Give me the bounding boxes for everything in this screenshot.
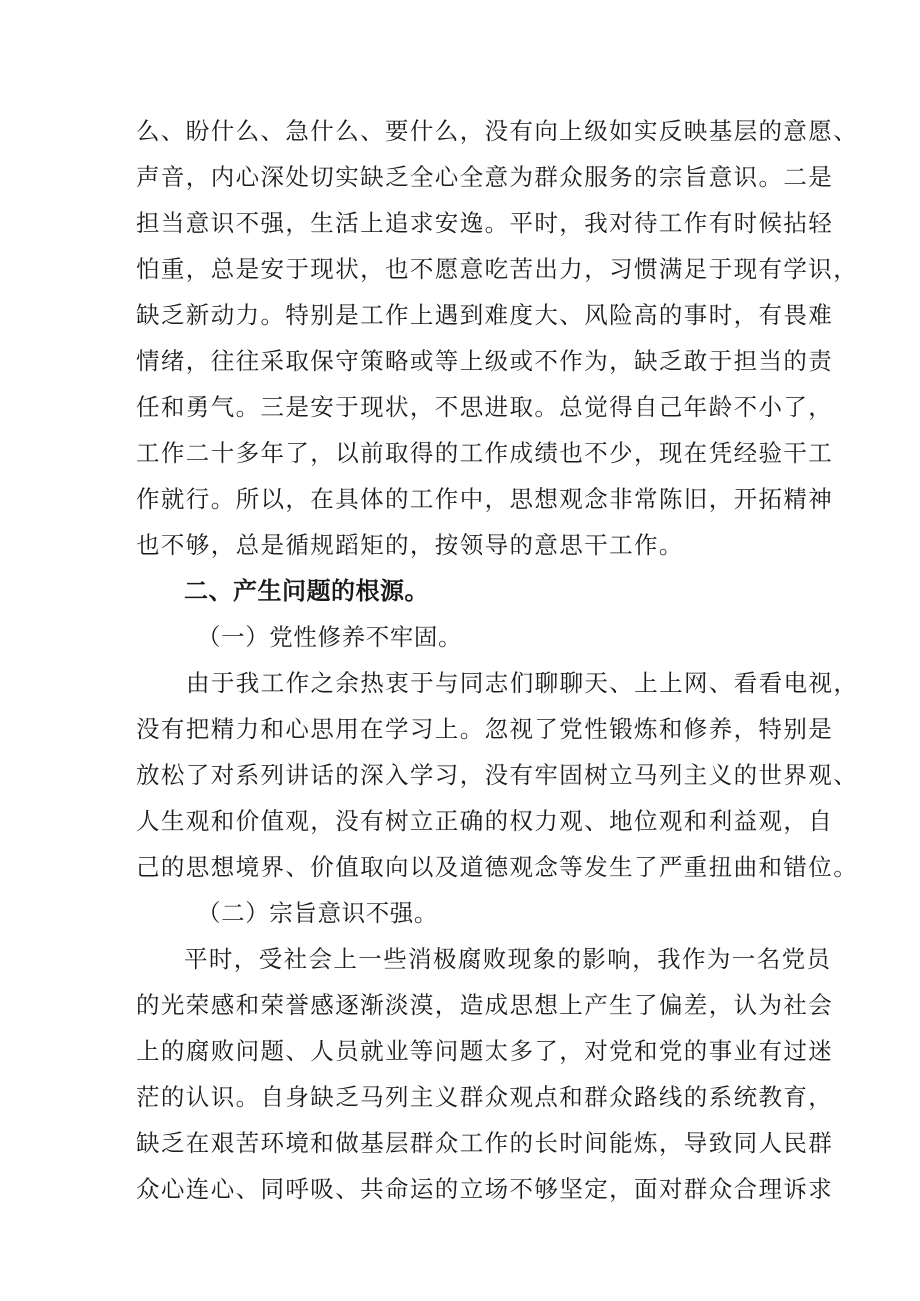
body-text-line: 的光荣感和荣誉感逐渐淡漠，造成思想上产生了偏差，认为社会 [136, 991, 834, 1019]
body-text-line: 放松了对系列讲话的深入学习，没有牢固树立马列主义的世界观、 [136, 761, 859, 789]
body-text-line: 任和勇气。三是安于现状，不思进取。总觉得自己年龄不小了， [136, 393, 834, 421]
body-text-line: 上的腐败问题、人员就业等问题太多了，对党和党的事业有过迷 [136, 1037, 834, 1065]
body-text-line: 作就行。所以，在具体的工作中，思想观念非常陈旧，开拓精神 [136, 485, 834, 513]
section-heading: 二、产生问题的根源。 [184, 577, 429, 605]
body-text-line: 情绪，往往采取保守策略或等上级或不作为，缺乏敢于担当的责 [136, 347, 834, 375]
body-text-line: 没有把精力和心思用在学习上。忽视了党性锻炼和修养，特别是 [136, 715, 834, 743]
body-text-line: 平时，受社会上一些消极腐败现象的影响，我作为一名党员 [184, 945, 832, 973]
body-text-line: 众心连心、同呼吸、共命运的立场不够坚定，面对群众合理诉求 [136, 1175, 834, 1203]
body-text-line: 担当意识不强，生活上追求安逸。平时，我对待工作有时候拈轻 [136, 209, 834, 237]
body-text-line: 茫的认识。自身缺乏马列主义群众观点和群众路线的系统教育， [136, 1083, 834, 1111]
body-text-line: 由于我工作之余热衷于与同志们聊聊天、上上网、看看电视， [186, 669, 859, 697]
body-text-line: 工作二十多年了，以前取得的工作成绩也不少，现在凭经验干工 [136, 439, 834, 467]
body-text-line: 人生观和价值观，没有树立正确的权力观、地位观和利益观，自 [136, 807, 834, 835]
subsection-heading: （一）党性修养不牢固。 [197, 623, 463, 651]
body-text-line: 么、盼什么、急什么、要什么，没有向上级如实反映基层的意愿、 [136, 117, 859, 145]
body-text-line: 己的思想境界、价值取向以及道德观念等发生了严重扭曲和错位。 [136, 853, 859, 881]
body-text-line: 缺乏在艰苦环境和做基层群众工作的长时间能炼，导致同人民群 [136, 1129, 834, 1157]
body-text-line: 也不够，总是循规蹈矩的，按领导的意思干工作。 [136, 531, 684, 559]
body-text-line: 怕重，总是安于现状，也不愿意吃苦出力，习惯满足于现有学识， [136, 255, 859, 283]
subsection-heading: （二）宗旨意识不强。 [197, 899, 438, 927]
body-text-line: 缺乏新动力。特别是工作上遇到难度大、风险高的事时，有畏难 [136, 301, 834, 329]
body-text-line: 声音，内心深处切实缺乏全心全意为群众服务的宗旨意识。二是 [136, 163, 834, 191]
